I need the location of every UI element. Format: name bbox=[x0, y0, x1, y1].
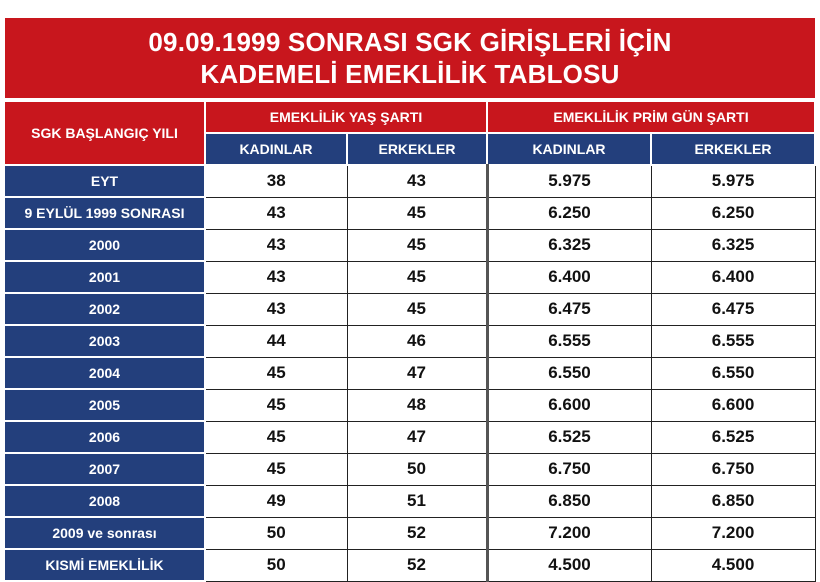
age-men-cell: 52 bbox=[347, 549, 487, 581]
premium-men-cell: 6.475 bbox=[651, 293, 815, 325]
age-men-cell: 46 bbox=[347, 325, 487, 357]
premium-women-cell: 6.555 bbox=[487, 325, 651, 357]
age-men-cell: 45 bbox=[347, 293, 487, 325]
table-row bbox=[5, 165, 815, 197]
premium-men-cell: 4.500 bbox=[651, 549, 815, 581]
premium-women-cell: 5.975 bbox=[487, 165, 651, 197]
row-label: KISMİ EMEKLİLİK bbox=[5, 549, 205, 581]
age-women-cell: 43 bbox=[205, 293, 347, 325]
age-men-cell: 45 bbox=[347, 197, 487, 229]
premium-women-cell: 6.525 bbox=[487, 421, 651, 453]
premium-men-cell: 6.250 bbox=[651, 197, 815, 229]
table-row bbox=[5, 421, 815, 453]
age-women-cell: 38 bbox=[205, 165, 347, 197]
premium-women-cell: 6.600 bbox=[487, 389, 651, 421]
title-banner bbox=[5, 18, 815, 100]
premium-men-cell: 7.200 bbox=[651, 517, 815, 549]
table-row bbox=[5, 453, 815, 485]
age-women-cell: 50 bbox=[205, 549, 347, 581]
row-label: 2001 bbox=[5, 261, 205, 293]
premium-women-cell: 6.475 bbox=[487, 293, 651, 325]
header-premium-women: KADINLAR bbox=[487, 133, 651, 165]
premium-men-cell: 5.975 bbox=[651, 165, 815, 197]
row-label: EYT bbox=[5, 165, 205, 197]
header-premium-men: ERKEKLER bbox=[651, 133, 815, 165]
age-women-cell: 43 bbox=[205, 261, 347, 293]
premium-men-cell: 6.555 bbox=[651, 325, 815, 357]
header-premium-requirement: EMEKLİLİK PRİM GÜN ŞARTI bbox=[487, 101, 815, 133]
premium-women-cell: 7.200 bbox=[487, 517, 651, 549]
premium-men-cell: 6.850 bbox=[651, 485, 815, 517]
premium-women-cell: 4.500 bbox=[487, 549, 651, 581]
premium-women-cell: 6.400 bbox=[487, 261, 651, 293]
age-men-cell: 48 bbox=[347, 389, 487, 421]
premium-men-cell: 6.525 bbox=[651, 421, 815, 453]
premium-women-cell: 6.325 bbox=[487, 229, 651, 261]
row-label: 2002 bbox=[5, 293, 205, 325]
title-line-1: 09.09.1999 SONRASI SGK GİRİŞLERİ İÇİN bbox=[148, 27, 672, 57]
table-row bbox=[5, 389, 815, 421]
age-men-cell: 52 bbox=[347, 517, 487, 549]
premium-men-cell: 6.325 bbox=[651, 229, 815, 261]
age-women-cell: 50 bbox=[205, 517, 347, 549]
header-age-requirement: EMEKLİLİK YAŞ ŞARTI bbox=[205, 101, 487, 133]
age-women-cell: 45 bbox=[205, 453, 347, 485]
header-age-women: KADINLAR bbox=[205, 133, 347, 165]
premium-women-cell: 6.550 bbox=[487, 357, 651, 389]
table-row bbox=[5, 549, 815, 581]
header-age-men: ERKEKLER bbox=[347, 133, 487, 165]
title-line-2: KADEMELİ EMEKLİLİK TABLOSU bbox=[200, 59, 620, 89]
table-row bbox=[5, 229, 815, 261]
table-row bbox=[5, 485, 815, 517]
table-row bbox=[5, 357, 815, 389]
premium-women-cell: 6.250 bbox=[487, 197, 651, 229]
age-women-cell: 44 bbox=[205, 325, 347, 357]
header-row-1 bbox=[5, 101, 815, 133]
age-women-cell: 45 bbox=[205, 357, 347, 389]
age-men-cell: 50 bbox=[347, 453, 487, 485]
retirement-table bbox=[5, 100, 816, 582]
age-men-cell: 43 bbox=[347, 165, 487, 197]
row-label: 2008 bbox=[5, 485, 205, 517]
table-row bbox=[5, 293, 815, 325]
age-men-cell: 45 bbox=[347, 229, 487, 261]
age-women-cell: 45 bbox=[205, 389, 347, 421]
row-label: 9 EYLÜL 1999 SONRASI bbox=[5, 197, 205, 229]
table-row bbox=[5, 325, 815, 357]
premium-men-cell: 6.550 bbox=[651, 357, 815, 389]
age-men-cell: 45 bbox=[347, 261, 487, 293]
age-women-cell: 49 bbox=[205, 485, 347, 517]
table-row bbox=[5, 517, 815, 549]
row-label: 2005 bbox=[5, 389, 205, 421]
retirement-table-panel bbox=[5, 18, 815, 582]
premium-women-cell: 6.850 bbox=[487, 485, 651, 517]
row-label: 2004 bbox=[5, 357, 205, 389]
table-row bbox=[5, 261, 815, 293]
age-women-cell: 43 bbox=[205, 197, 347, 229]
row-label: 2009 ve sonrası bbox=[5, 517, 205, 549]
age-men-cell: 51 bbox=[347, 485, 487, 517]
age-women-cell: 43 bbox=[205, 229, 347, 261]
header-start-year: SGK BAŞLANGIÇ YILI bbox=[5, 101, 205, 165]
age-men-cell: 47 bbox=[347, 357, 487, 389]
row-label: 2000 bbox=[5, 229, 205, 261]
premium-men-cell: 6.600 bbox=[651, 389, 815, 421]
table-row bbox=[5, 197, 815, 229]
age-men-cell: 47 bbox=[347, 421, 487, 453]
age-women-cell: 45 bbox=[205, 421, 347, 453]
row-label: 2003 bbox=[5, 325, 205, 357]
premium-men-cell: 6.400 bbox=[651, 261, 815, 293]
premium-men-cell: 6.750 bbox=[651, 453, 815, 485]
row-label: 2006 bbox=[5, 421, 205, 453]
premium-women-cell: 6.750 bbox=[487, 453, 651, 485]
row-label: 2007 bbox=[5, 453, 205, 485]
